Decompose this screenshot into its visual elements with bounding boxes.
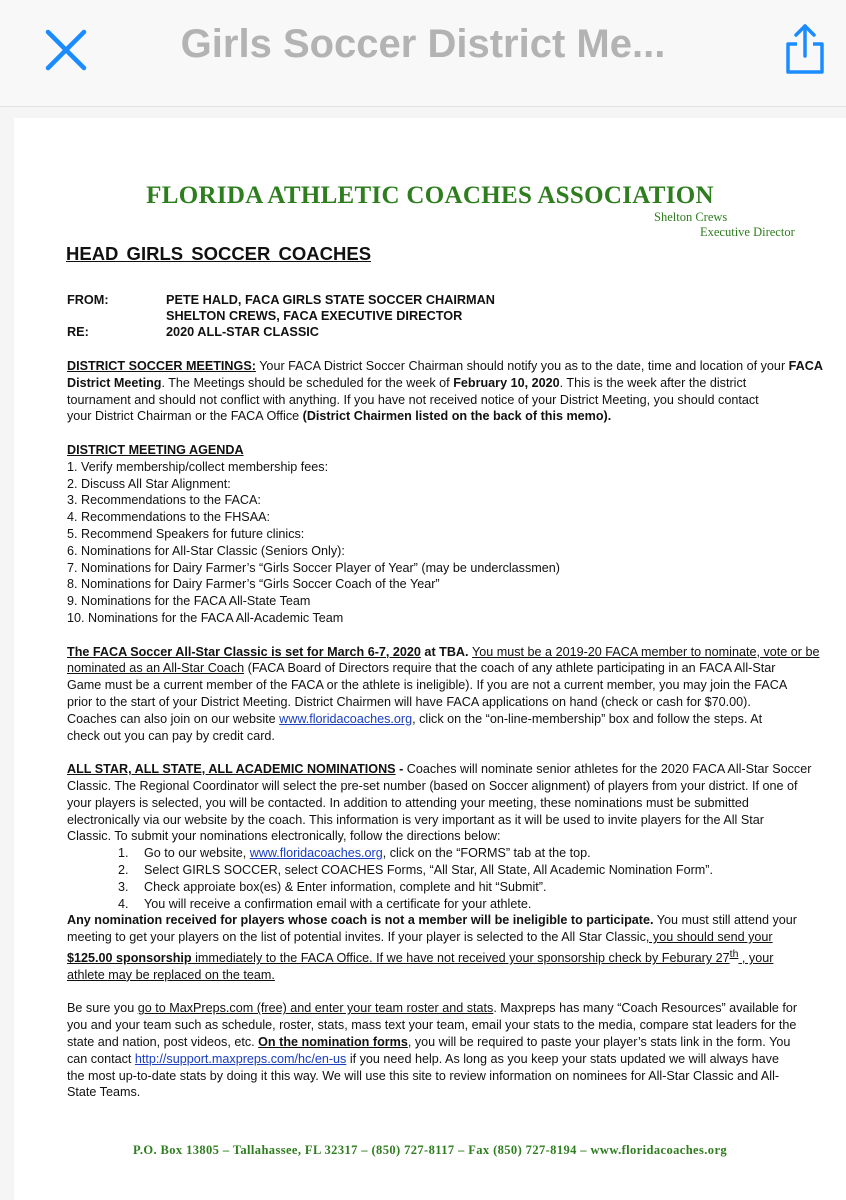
maxpreps-text: the most up-to-date stats by doing it this way. We will use this site to review information on nominees for All-Star Classic and All- — [67, 1068, 780, 1083]
agenda-item: 3. Recommendations to the FACA: — [67, 493, 261, 508]
classic-text: prior to the start of your District Meeting. District Chairmen will have FACA applications on hand (check or cash for $70.00). — [67, 694, 751, 709]
step-text: Check approiate box(es) & Enter information, complete and hit “Submit”. — [144, 879, 547, 894]
step-text: Go to our website, — [144, 846, 250, 861]
nominations-text: your players is selected, you will be contacted. In addition to attending your meeting, these nominations must be submitted — [67, 795, 749, 810]
maxpreps-text: . Maxpreps has many “Coach Resources” available for — [493, 1001, 798, 1016]
memo-body — [67, 358, 823, 1118]
step-text: You will receive a confirmation email with a certificate for your athlete. — [144, 896, 532, 911]
share-icon — [780, 22, 830, 76]
step-number: 2. — [118, 862, 129, 877]
director-title: Executive Director — [700, 225, 795, 239]
from-line-2: SHELTON CREWS, FACA EXECUTIVE DIRECTOR — [166, 309, 463, 323]
nominations-text: electronically via our website by the coach. This information is very important as it will be used to invite players for the All Star — [67, 812, 764, 827]
nomination-step — [67, 897, 531, 911]
agenda-item: 9. Nominations for the FACA All-State Team — [67, 594, 311, 609]
meetings-section — [67, 358, 823, 425]
maxpreps-text: , you will be required to paste your player’s stats link in the form. You — [407, 1035, 791, 1050]
agenda-item: 5. Recommend Speakers for future clinics: — [67, 526, 305, 541]
memo-heading: HEAD GIRLS SOCCER COACHES — [66, 243, 372, 264]
nominations-heading: ALL STAR, ALL STATE, ALL ACADEMIC NOMINATIONS — [67, 762, 396, 777]
nominations-text: Coaches will nominate senior athletes for the 2020 FACA All-Star Soccer — [406, 762, 812, 777]
website-link[interactable]: www.floridacoaches.org — [249, 846, 383, 861]
sponsorship-text: , you should send your — [645, 930, 773, 945]
agenda-item: 10. Nominations for the FACA All-Academic Team — [67, 610, 344, 625]
agenda-item: 4. Recommendations to the FHSAA: — [67, 510, 270, 525]
close-button[interactable] — [44, 28, 88, 72]
close-icon — [44, 28, 88, 72]
meetings-text: Your FACA District Soccer Chairman should notify you as to the date, time and location of your — [255, 359, 789, 373]
nomination-step — [67, 880, 547, 894]
re-value: 2020 ALL-STAR CLASSIC — [166, 325, 319, 339]
maxpreps-section — [67, 1000, 807, 1101]
maxpreps-instruction: go to MaxPreps.com (free) and enter your team roster and stats — [137, 1001, 494, 1016]
sponsorship-text: , your — [738, 951, 774, 966]
director-name: Shelton Crews — [654, 210, 728, 224]
nomination-step — [67, 846, 591, 860]
document-page[interactable] — [14, 118, 846, 1200]
nominations-dash: - — [395, 762, 407, 777]
meetings-text: tournament and should not conflict with anything. If you have not received notice of your District Meeting, you should contact — [67, 392, 759, 407]
org-name: FLORIDA ATHLETIC COACHES ASSOCIATION — [146, 182, 714, 209]
classic-requirement: nominated as an All-Star Coach — [67, 661, 245, 676]
agenda-section — [67, 442, 807, 627]
share-button[interactable] — [780, 22, 830, 76]
footer-contact: P.O. Box 13805 – Tallahassee, FL 32317 – (850) 727-8117 – Fax (850) 727-8194 – www.floridacoaches.org — [132, 1143, 728, 1157]
meetings-bold: FACA — [788, 359, 823, 373]
classic-date: The FACA Soccer All-Star Classic is set for March 6-7, 2020 — [67, 644, 421, 659]
meeting-date: February 10, 2020 — [453, 375, 560, 390]
sponsorship-text: immediately to the FACA Office. If we have not received your sponsorship check by Feburary 27 — [191, 951, 730, 966]
nominations-text: meeting to get your players on the list of potential invites. If your player is selected to the All Star Classic — [67, 930, 646, 945]
re-label: RE: — [67, 325, 89, 339]
from-line-1: PETE HALD, FACA GIRLS STATE SOCCER CHAIRMAN — [166, 293, 495, 307]
maxpreps-text: you and your team such as schedule, roster, stats, mass text your team, email your stats to the media, compare stat leaders for the — [67, 1018, 797, 1033]
step-number: 1. — [118, 846, 129, 861]
classic-requirement: You must be a 2019-20 FACA member to nominate, vote or be — [472, 644, 820, 659]
step-text: , click on the “FORMS” tab at the top. — [382, 846, 591, 861]
maxpreps-text: if you need help. As long as you keep your stats updated we will always have — [346, 1051, 779, 1066]
memo-header — [67, 292, 495, 340]
classic-text: (FACA Board of Directors require that the coach of any athlete participating in an FACA All-Star — [244, 661, 776, 676]
from-label: FROM: — [67, 293, 109, 307]
document-title: Girls Soccer District Me... — [180, 22, 666, 66]
sponsorship-text: th — [729, 947, 739, 960]
agenda-item: 2. Discuss All Star Alignment: — [67, 476, 231, 491]
meetings-text: . This is the week after the district — [559, 375, 747, 390]
maxpreps-support-link[interactable]: http://support.maxpreps.com/hc/en-us — [134, 1051, 347, 1066]
classic-location: at TBA. — [420, 644, 473, 659]
meetings-bold: District Meeting — [67, 375, 162, 390]
step-text: Select GIRLS SOCCER, select COACHES Forms, “All Star, All State, All Academic Nomination Form”. — [144, 862, 713, 877]
nomination-step — [67, 863, 713, 877]
meetings-text: your District Chairman or the FACA Office — [67, 409, 303, 424]
maxpreps-text: state and nation, post videos, etc. — [67, 1035, 259, 1050]
nominations-section — [67, 761, 812, 984]
nominations-text: Classic. The Regional Coordinator will select the pre-set number (based on Soccer alignment) of players from your district. If one of — [67, 778, 798, 793]
maxpreps-text: State Teams. — [67, 1085, 141, 1100]
sponsorship-text: athlete may be replaced on the team. — [67, 967, 275, 982]
classic-text: , click on the “on-line-membership” box and follow the steps. At — [412, 711, 763, 726]
membership-warning: Any nomination received for players whose coach is not a member will be ineligible to participate. — [67, 913, 654, 928]
step-number: 3. — [118, 879, 129, 894]
nominations-text: Classic. To submit your nominations electronically, follow the directions below: — [67, 829, 501, 844]
classic-section — [67, 644, 820, 745]
agenda-heading: DISTRICT MEETING AGENDA — [67, 442, 244, 457]
maxpreps-text: can contact — [67, 1051, 135, 1066]
classic-text: Coaches can also join on our website — [67, 711, 280, 726]
agenda-item: 6. Nominations for All-Star Classic (Seniors Only): — [67, 543, 345, 558]
nomination-forms-note: On the nomination forms — [258, 1035, 408, 1050]
agenda-item: 7. Nominations for Dairy Farmer’s “Girls Soccer Player of Year” (may be underclassmen) — [67, 560, 560, 575]
classic-text: Game must be a current member of the FACA or the athlete is ineligible). If you are not a current member, you may join the FACA — [67, 678, 788, 693]
meetings-text: . The Meetings should be scheduled for the week of — [161, 375, 454, 390]
agenda-item: 8. Nominations for Dairy Farmer’s “Girls Soccer Coach of the Year” — [67, 577, 440, 592]
sponsorship-amount: $125.00 sponsorship — [67, 951, 192, 966]
meetings-bold: (District Chairmen listed on the back of this memo). — [302, 409, 612, 424]
meetings-heading: DISTRICT SOCCER MEETINGS: — [67, 359, 256, 373]
classic-text: check out you can pay by credit card. — [67, 728, 275, 743]
nominations-text: You must still attend your — [653, 913, 797, 928]
maxpreps-text: Be sure you — [67, 1001, 138, 1016]
agenda-item: 1. Verify membership/collect membership fees: — [67, 459, 329, 474]
step-number: 4. — [118, 896, 129, 911]
website-link[interactable]: www.floridacoaches.org — [279, 711, 413, 726]
top-bar — [0, 0, 846, 107]
